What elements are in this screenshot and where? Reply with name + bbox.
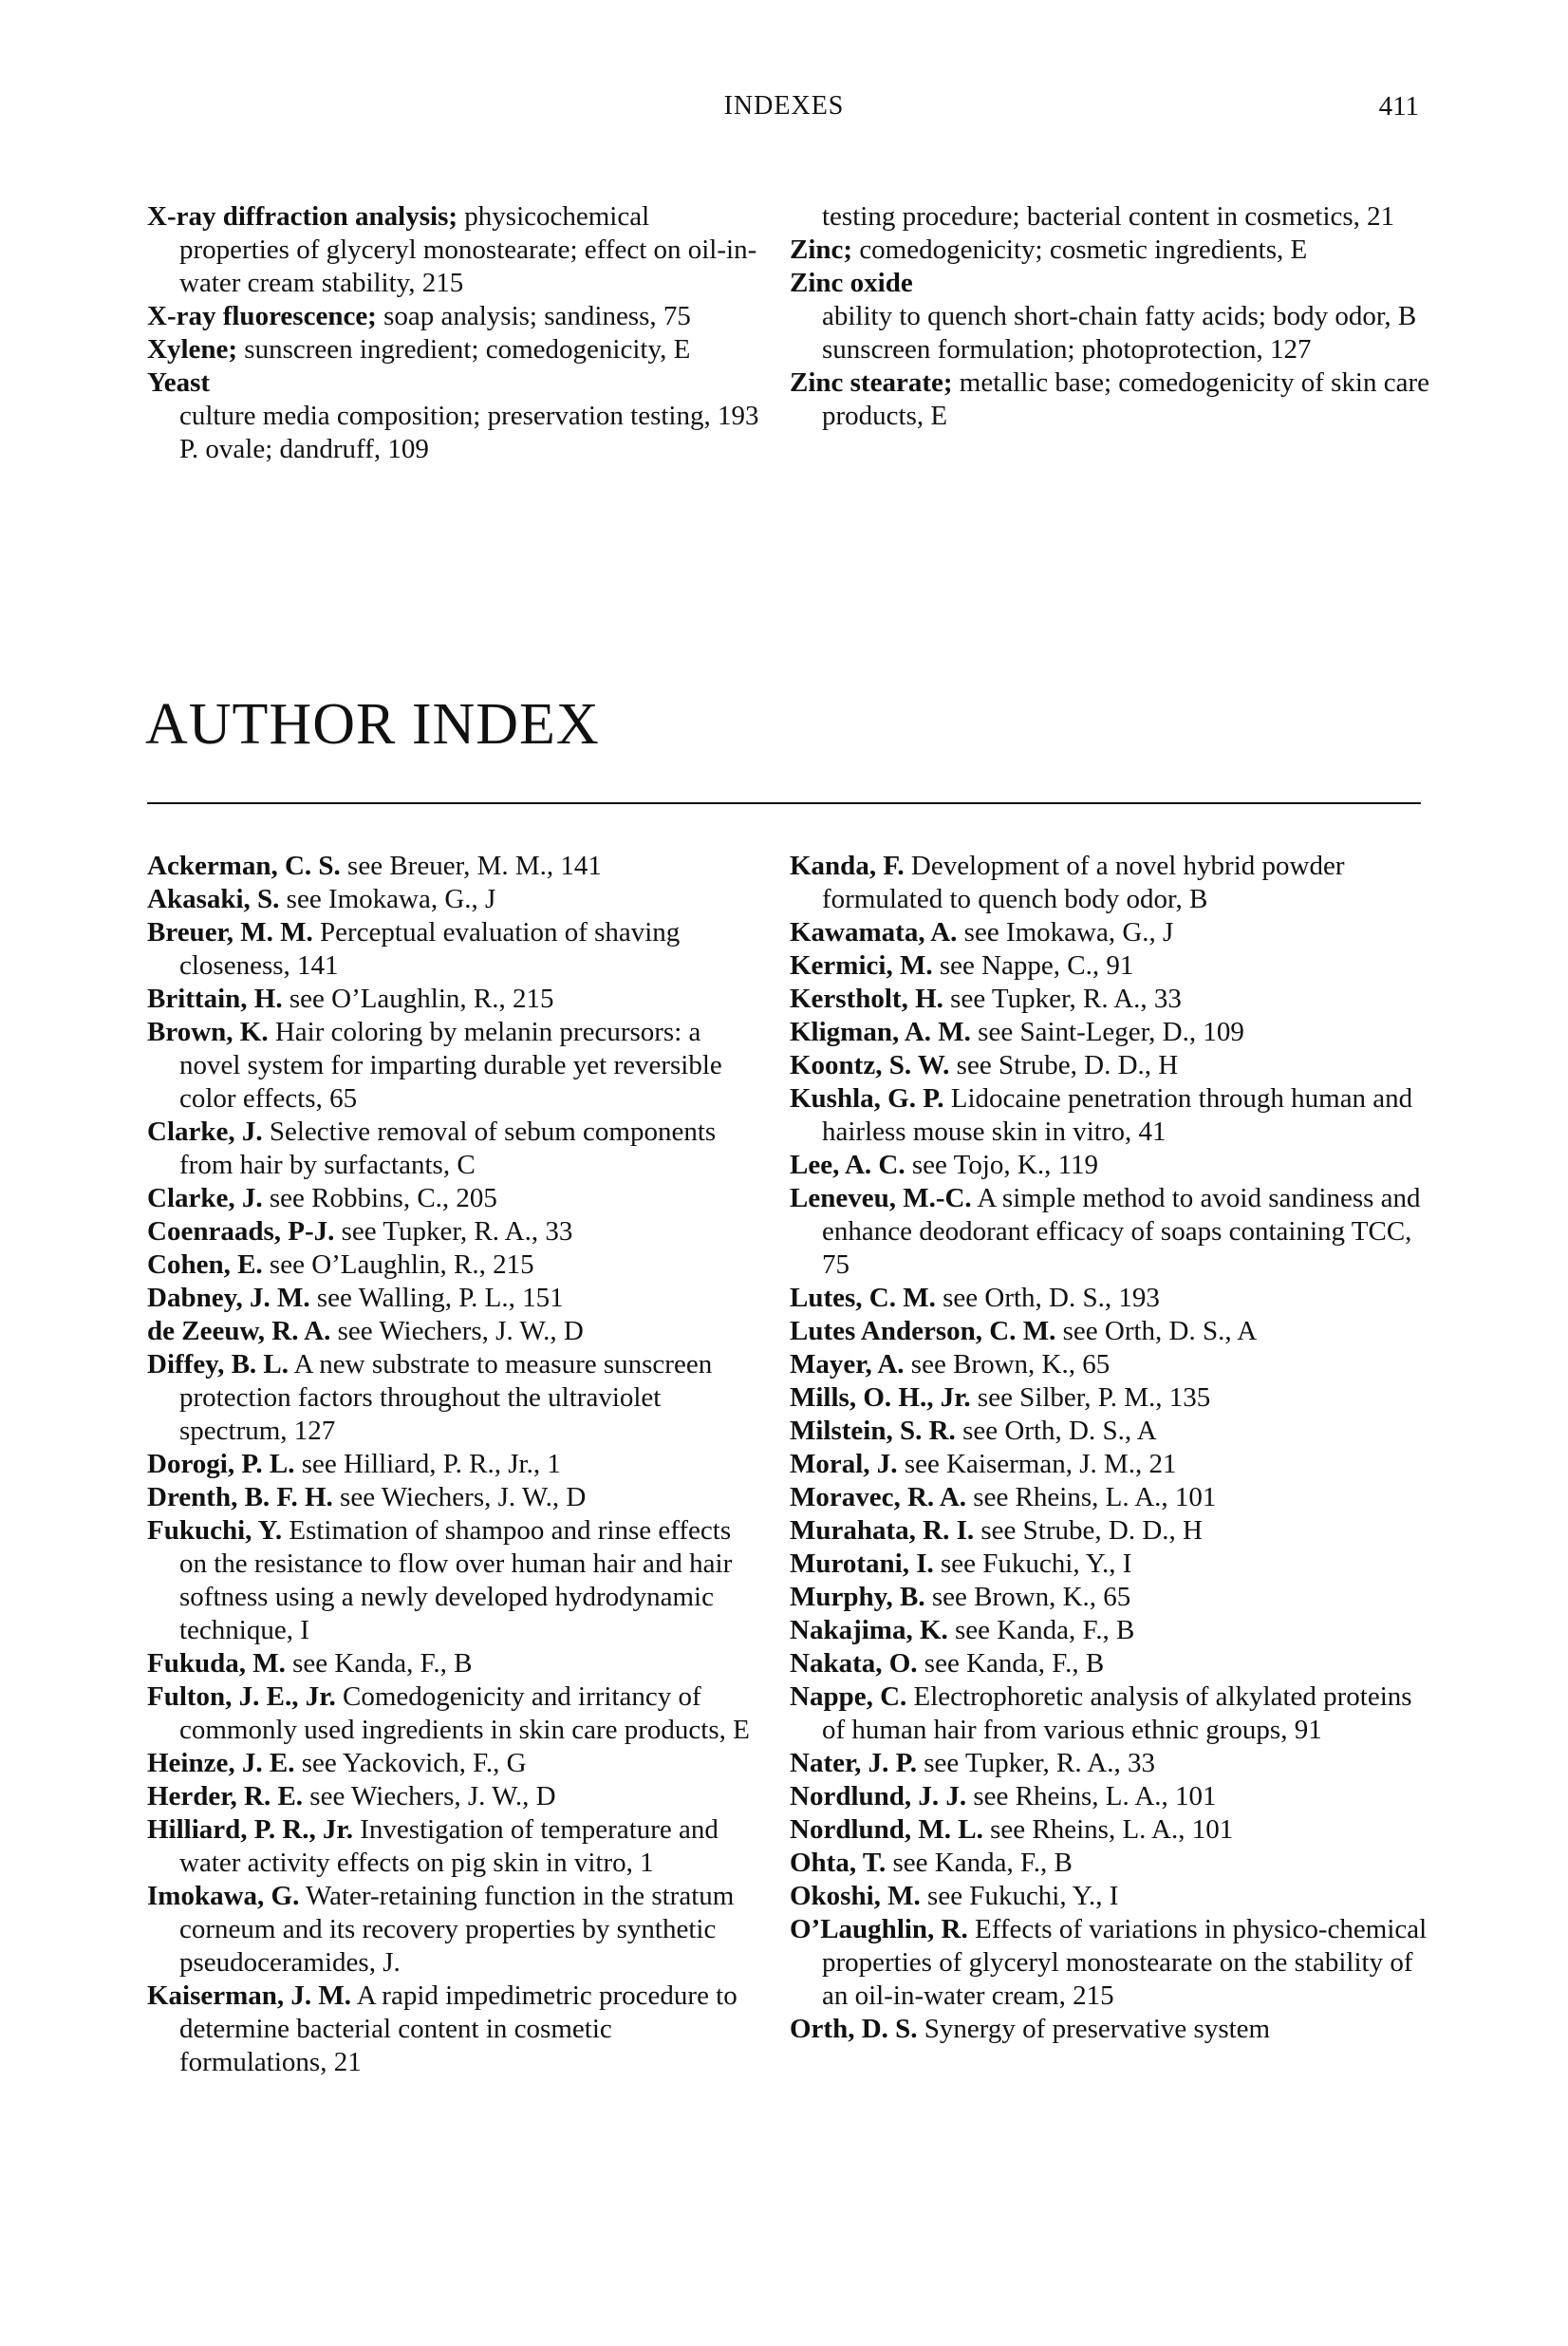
index-entry (790, 1016, 1435, 1049)
index-entry-text: see Brown, K., 65 (904, 1349, 1111, 1379)
index-entry-text: see Imokawa, G., J (957, 917, 1174, 948)
running-head (0, 91, 1568, 129)
index-entry-text: see Wiechers, J. W., D (332, 1482, 587, 1512)
index-entry (147, 1880, 764, 1980)
index-entry (147, 1248, 764, 1282)
index-entry-text: see Kanda, F., B (947, 1615, 1135, 1645)
index-entry-heading: Zinc oxide (790, 268, 913, 298)
index-entry (790, 1548, 1435, 1581)
index-entry (790, 1680, 1435, 1747)
index-entry-heading: Nordlund, M. L. (790, 1814, 983, 1845)
index-entry-heading: Fukuchi, Y. (147, 1515, 283, 1546)
index-entry-heading: Ackerman, C. S. (147, 851, 341, 881)
index-entry (790, 2013, 1435, 2046)
index-entry-heading: Nakajima, K. (790, 1615, 948, 1645)
index-entry (790, 1880, 1435, 1913)
index-entry (147, 1282, 764, 1315)
index-entry-heading: Orth, D. S. (790, 2014, 918, 2044)
index-entry-heading: Leneveu, M.-C. (790, 1183, 972, 1213)
index-entry-heading: Kanda, F. (790, 851, 905, 881)
index-entry-heading: Mills, O. H., Jr. (790, 1382, 971, 1413)
index-entry-heading: Heinze, J. E. (147, 1748, 295, 1778)
index-entry-text: Hair coloring by melanin precursors: a novel system for imparting durable yet reversible color effects, 65 (179, 1017, 722, 1114)
index-entry-heading: de Zeeuw, R. A. (147, 1316, 331, 1346)
index-entry-heading: Fukuda, M. (147, 1648, 286, 1679)
index-entry (147, 333, 764, 366)
index-entry-text: Water-retaining function in the stratum corneum and its recovery properties by synthetic pseudoceramides, J. (179, 1881, 735, 1978)
index-entry (790, 1415, 1435, 1448)
index-entry-heading: Cohen, E. (147, 1249, 263, 1280)
index-entry (790, 983, 1435, 1016)
index-entry-text: see Saint-Leger, D., 109 (970, 1017, 1244, 1047)
index-entry (147, 200, 764, 300)
subject-index-left-column (147, 200, 764, 466)
index-entry-text: Selective removal of sebum components from hair by surfactants, C (179, 1117, 717, 1180)
author-index-right-column (790, 850, 1435, 2046)
index-entry (147, 1647, 764, 1680)
index-entry-text: see Orth, D. S., A (955, 1416, 1157, 1446)
index-entry-heading: X-ray fluorescence; (147, 301, 377, 331)
index-entry-text: culture media composition; preservation testing, 193 (179, 401, 759, 431)
index-entry (147, 1215, 764, 1248)
index-entry-text: Effects of variations in physico-chemical properties of glyceryl monostearate on the stability of an oil-in-water cream, 215 (822, 1914, 1428, 2011)
index-entry-text: see Walling, P. L., 151 (309, 1283, 564, 1313)
index-entry (790, 1780, 1435, 1813)
index-entry-heading: Murahata, R. I. (790, 1515, 975, 1546)
index-entry (147, 1348, 764, 1448)
index-entry-heading: Kaiserman, J. M. (147, 1980, 352, 2011)
index-entry (147, 1747, 764, 1780)
index-entry (790, 267, 1435, 300)
index-entry-text: see Kaiserman, J. M., 21 (897, 1449, 1177, 1479)
index-entry-heading: Zinc; (790, 235, 853, 265)
index-entry (790, 1647, 1435, 1680)
index-entry-text: see Wiechers, J. W., D (303, 1781, 556, 1811)
index-entry (147, 433, 764, 466)
index-entry (790, 1381, 1435, 1415)
index-entry-heading: Lutes, C. M. (790, 1283, 936, 1313)
index-entry-heading: Nakata, O. (790, 1648, 918, 1679)
index-entry-heading: Murotani, I. (790, 1548, 934, 1579)
index-entry (147, 1016, 764, 1116)
index-entry (147, 300, 764, 333)
index-entry-text: see Kanda, F., B (917, 1648, 1105, 1679)
index-entry-text: Comedogenicity and irritancy of commonly used ingredients in skin care products, E (179, 1681, 750, 1745)
index-entry-heading: Okoshi, M. (790, 1881, 921, 1911)
index-entry-heading: Hilliard, P. R., Jr. (147, 1814, 353, 1845)
running-title: INDEXES (723, 91, 845, 121)
index-entry-text: see Wiechers, J. W., D (330, 1316, 584, 1346)
index-entry (147, 1116, 764, 1182)
index-entry-heading: Kerstholt, H. (790, 984, 943, 1014)
index-entry-text: Development of a novel hybrid powder formulated to quench body odor, B (822, 851, 1345, 914)
index-entry-text: A rapid impedimetric procedure to determine bacterial content in cosmetic formulations, 21 (179, 1980, 737, 2077)
author-index-left-column (147, 850, 764, 2079)
index-entry (790, 949, 1435, 983)
index-entry-heading: Brittain, H. (147, 984, 283, 1014)
index-entry-text: P. ovale; dandruff, 109 (179, 434, 429, 464)
index-entry (147, 400, 764, 433)
index-entry-heading: Nordlund, J. J. (790, 1781, 967, 1811)
index-entry-heading: Diffey, B. L. (147, 1349, 289, 1379)
index-entry-text: see Breuer, M. M., 141 (340, 851, 602, 881)
index-entry-text: see O’Laughlin, R., 215 (262, 1249, 534, 1280)
index-entry-text: A simple method to avoid sandiness and enhance deodorant efficacy of soaps containing TCC, 75 (822, 1183, 1421, 1280)
index-entry (147, 1481, 764, 1514)
page-number: 411 (1378, 91, 1419, 122)
index-entry-heading: Clarke, J. (147, 1117, 263, 1147)
index-entry (790, 1082, 1435, 1149)
index-entry (790, 1514, 1435, 1548)
index-entry-heading: O’Laughlin, R. (790, 1914, 968, 1944)
index-entry (790, 234, 1435, 267)
index-entry-text: testing procedure; bacterial content in cosmetics, 21 (822, 201, 1395, 232)
index-entry-heading: Nater, J. P. (790, 1748, 917, 1778)
index-entry-text: Synergy of preservative system (917, 2014, 1271, 2044)
index-entry (790, 1481, 1435, 1514)
index-entry-heading: Dabney, J. M. (147, 1283, 310, 1313)
index-entry-heading: Moravec, R. A. (790, 1482, 967, 1512)
index-entry-text: comedogenicity; cosmetic ingredients, E (852, 235, 1308, 265)
index-entry-text: metallic base; comedogenicity of skin care products, E (822, 367, 1430, 431)
index-entry-heading: Brown, K. (147, 1017, 269, 1047)
index-entry-text: sunscreen formulation; photoprotection, 127 (822, 334, 1312, 365)
index-entry-text: physicochemical properties of glyceryl monostearate; effect on oil-in-water cream stability, 215 (179, 201, 757, 298)
index-entry-heading: Breuer, M. M. (147, 917, 313, 948)
index-entry-heading: Milstein, S. R. (790, 1416, 956, 1446)
index-entry-text: see Strube, D. D., H (974, 1515, 1203, 1546)
index-entry-heading: Kermici, M. (790, 950, 933, 981)
index-entry-text: see Kanda, F., B (285, 1648, 473, 1679)
index-entry-heading: Murphy, B. (790, 1582, 925, 1612)
index-entry-text: A new substrate to measure sunscreen protection factors throughout the ultraviolet spectrum, 127 (179, 1349, 713, 1446)
index-entry (790, 1813, 1435, 1847)
index-entry-text: Investigation of temperature and water activity effects on pig skin in vitro, 1 (179, 1814, 719, 1878)
author-index-heading: AUTHOR INDEX (145, 692, 600, 757)
index-entry-heading: Yeast (147, 367, 211, 398)
index-entry (790, 1348, 1435, 1381)
index-entry (147, 1182, 764, 1215)
index-entry (147, 916, 764, 983)
index-entry (790, 1747, 1435, 1780)
index-entry-heading: Imokawa, G. (147, 1881, 300, 1911)
section-divider (147, 802, 1421, 804)
index-entry-text: see Imokawa, G., J (279, 884, 496, 914)
index-entry-text: Perceptual evaluation of shaving closeness, 141 (179, 917, 681, 981)
index-entry-text: see Rheins, L. A., 101 (966, 1482, 1217, 1512)
index-entry-text: see Strube, D. D., H (949, 1050, 1179, 1080)
index-entry-text: see Kanda, F., B (886, 1848, 1073, 1878)
index-entry-heading: Kawamata, A. (790, 917, 958, 948)
index-entry (790, 1913, 1435, 2013)
index-entry-heading: Drenth, B. F. H. (147, 1482, 333, 1512)
index-entry-text: see Yackovich, F., G (294, 1748, 527, 1778)
index-entry-heading: Xylene; (147, 334, 238, 365)
index-entry-heading: Moral, J. (790, 1449, 898, 1479)
index-entry (147, 1813, 764, 1880)
index-entry (790, 850, 1435, 916)
index-entry-text: see Hilliard, P. R., Jr., 1 (294, 1449, 561, 1479)
index-entry-text: see Orth, D. S., A (1055, 1316, 1258, 1346)
index-entry (790, 200, 1435, 234)
subject-index-right-column (790, 200, 1435, 433)
index-entry (790, 366, 1435, 433)
index-entry-text: see Tojo, K., 119 (905, 1150, 1098, 1180)
index-entry (147, 366, 764, 400)
index-entry-text: see Robbins, C., 205 (262, 1183, 497, 1213)
index-entry (790, 1315, 1435, 1348)
index-entry-heading: Nappe, C. (790, 1681, 907, 1712)
index-entry-text: Electrophoretic analysis of alkylated proteins of human hair from various ethnic groups, 91 (822, 1681, 1412, 1745)
index-entry-heading: Kligman, A. M. (790, 1017, 971, 1047)
index-entry (147, 1980, 764, 2079)
index-entry-heading: Lutes Anderson, C. M. (790, 1316, 1056, 1346)
index-entry (790, 1581, 1435, 1614)
index-entry-heading: X-ray diffraction analysis; (147, 201, 458, 232)
index-entry-text: see Silber, P. M., 135 (970, 1382, 1211, 1413)
index-entry-heading: Ohta, T. (790, 1848, 887, 1878)
index-entry-text: sunscreen ingredient; comedogenicity, E (237, 334, 691, 365)
index-entry (147, 1780, 764, 1813)
index-entry (790, 1847, 1435, 1880)
index-entry (790, 333, 1435, 366)
index-entry (790, 1149, 1435, 1182)
index-entry-heading: Kushla, G. P. (790, 1083, 944, 1114)
index-entry-text: see Nappe, C., 91 (932, 950, 1134, 981)
index-entry-text: see O’Laughlin, R., 215 (282, 984, 554, 1014)
index-entry-heading: Fulton, J. E., Jr. (147, 1681, 336, 1712)
index-entry (790, 300, 1435, 333)
index-entry-heading: Lee, A. C. (790, 1150, 905, 1180)
index-entry (147, 1448, 764, 1481)
index-entry-heading: Herder, R. E. (147, 1781, 304, 1811)
index-entry (147, 1514, 764, 1647)
index-entry-text: see Brown, K., 65 (924, 1582, 1131, 1612)
index-entry (147, 850, 764, 883)
index-entry-text: Estimation of shampoo and rinse effects on the resistance to flow over human hair and hair softness using a newly developed hydrodynamic technique, I (179, 1515, 733, 1645)
index-entry-heading: Coenraads, P-J. (147, 1216, 335, 1247)
index-entry (790, 916, 1435, 949)
index-entry (790, 1614, 1435, 1647)
index-entry-text: see Rheins, L. A., 101 (982, 1814, 1234, 1845)
index-entry-text: see Fukuchi, Y., I (933, 1548, 1132, 1579)
index-entry-text: see Tupker, R. A., 33 (943, 984, 1182, 1014)
index-entry-heading: Clarke, J. (147, 1183, 263, 1213)
index-entry (147, 1680, 764, 1747)
index-entry (147, 883, 764, 916)
index-entry-text: soap analysis; sandiness, 75 (376, 301, 691, 331)
index-entry (790, 1448, 1435, 1481)
index-entry-text: see Orth, D. S., 193 (935, 1283, 1160, 1313)
index-entry (147, 983, 764, 1016)
index-entry-heading: Koontz, S. W. (790, 1050, 950, 1080)
index-entry-text: ability to quench short-chain fatty acids; body odor, B (822, 301, 1417, 331)
index-entry (147, 1315, 764, 1348)
index-entry-heading: Dorogi, P. L. (147, 1449, 295, 1479)
index-entry-text: see Tupker, R. A., 33 (916, 1748, 1155, 1778)
index-entry-heading: Zinc stearate; (790, 367, 953, 398)
index-entry (790, 1182, 1435, 1282)
index-entry (790, 1049, 1435, 1082)
index-entry (790, 1282, 1435, 1315)
index-entry-text: see Fukuchi, Y., I (920, 1881, 1119, 1911)
index-entry-text: see Tupker, R. A., 33 (334, 1216, 573, 1247)
index-entry-heading: Mayer, A. (790, 1349, 905, 1379)
index-entry-text: see Rheins, L. A., 101 (966, 1781, 1217, 1811)
index-entry-heading: Akasaki, S. (147, 884, 280, 914)
index-entry-text: Lidocaine penetration through human and hairless mouse skin in vitro, 41 (822, 1083, 1413, 1147)
